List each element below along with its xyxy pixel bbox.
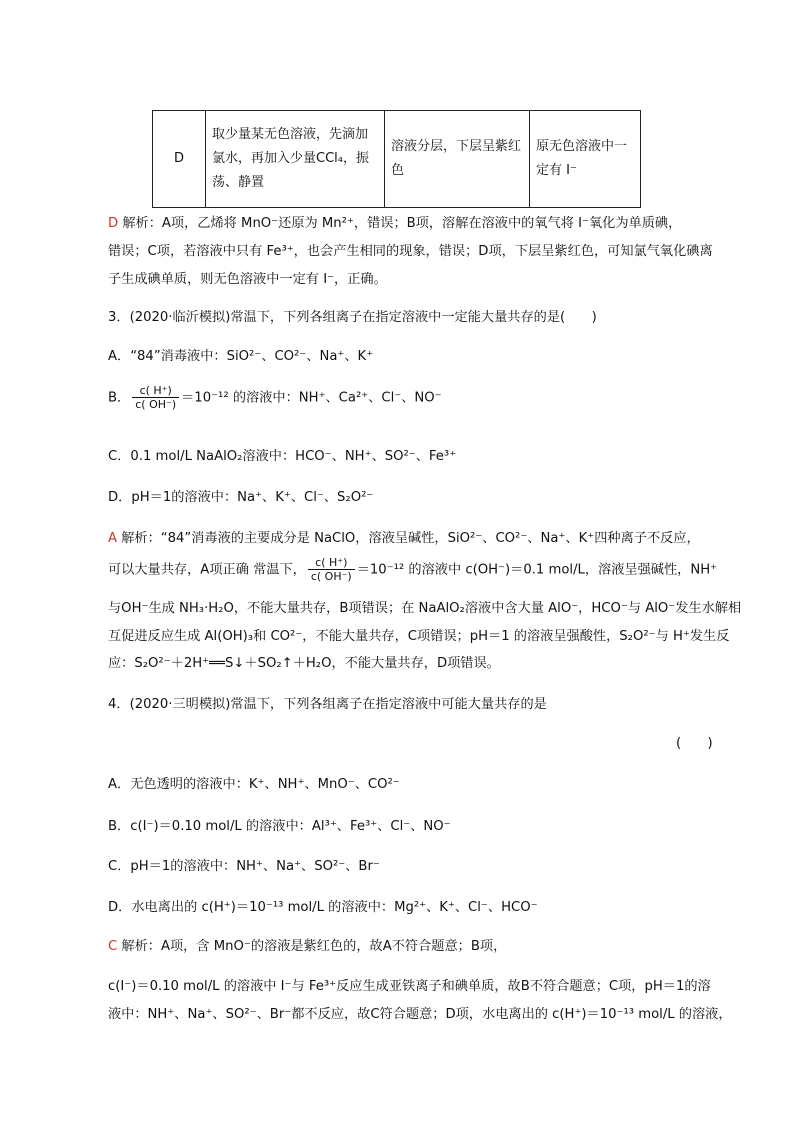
q4-analysis-line: C 解析：A项，含 MnO⁻的溶液是紫红色的，故A不符合题意；B项，: [108, 939, 507, 954]
answer-letter: A: [108, 531, 118, 546]
experiment-table: [152, 110, 641, 208]
q2-analysis-line: 错误；C项，若溶液中只有 Fe³⁺，也会产生相同的现象，错误；D项，下层呈紫红色，可知氯气氧化碘离: [108, 244, 713, 259]
q3-analysis-line: 应：S₂O²⁻＋2H⁺══S↓＋SO₂↑＋H₂O，不能大量共存，D项错误。: [108, 656, 500, 671]
table-row: [153, 111, 641, 208]
option-b: B． $\frac{c( H^+)}{c( OH^-)}$ ＝10⁻¹² 的溶液中：NH⁺、Ca²⁺、Cl⁻、NO⁻: [108, 384, 442, 411]
table-conclusion-cell: 原无色溶液中一定有 I⁻: [530, 111, 641, 208]
option-d: D．pH＝1的溶液中：Na⁺、K⁺、Cl⁻、S₂O²⁻: [108, 490, 374, 505]
table-operation-cell: 取少量某无色溶液，先滴加氯水，再加入少量CCl₄，振荡、静置: [206, 111, 385, 208]
q4-analysis-line: c(I⁻)＝0.10 mol/L 的溶液中 I⁻与 Fe³⁺反应生成亚铁离子和碘单质，故B不符合题意；C项，pH＝1的溶: [108, 979, 711, 994]
table-option-cell: D: [153, 111, 206, 208]
q4-analysis-line: 液中：NH⁺、Na⁺、SO²⁻、Br⁻都不反应，故C符合题意；D项，水电离出的 c(H⁺)＝10⁻¹³ mol/L 的溶液，: [108, 1007, 732, 1022]
question-stem: 4．(2020·三明模拟)常温下，下列各组离子在指定溶液中可能大量共存的是: [108, 697, 547, 712]
option-a: A．“84”消毒液中：SiO²⁻、CO²⁻、Na⁺、K⁺: [108, 349, 374, 364]
q2-analysis-line: D 解析：A项，乙烯将 MnO⁻还原为 Mn²⁺，错误；B项，溶解在溶液中的氧气将 I⁻氧化为单质碘，: [108, 216, 682, 231]
option-c: C．pH＝1的溶液中：NH⁺、Na⁺、SO²⁻、Br⁻: [108, 859, 380, 874]
option-c: C．0.1 mol/L NaAlO₂溶液中：HCO⁻、NH⁺、SO²⁻、Fe³⁺: [108, 449, 457, 464]
question-stem: 3．(2020·临沂模拟)常温下，下列各组离子在指定溶液中一定能大量共存的是( ): [108, 310, 597, 325]
q3-analysis-line: 互促进反应生成 Al(OH)₃和 CO²⁻，不能大量共存，C项错误；pH＝1 的溶液呈强酸性，S₂O²⁻与 H⁺发生反: [108, 629, 730, 644]
q3-analysis-line: 可以大量共存，A项正确 常温下， $\frac{c( H^+)}{c( OH^-)}$ ＝10⁻¹² 的溶液中 c(OH⁻)＝0.1 mol/L，溶液呈强碱性，NH⁺: [108, 556, 718, 583]
answer-paren: ( ): [676, 736, 713, 751]
q3-analysis-line: 与OH⁻生成 NH₃·H₂O，不能大量共存，B项错误；在 NaAlO₂溶液中含大量 AlO⁻，HCO⁻与 AlO⁻发生水解相: [108, 601, 742, 616]
q3-analysis-line: A 解析：“84”消毒液的主要成分是 NaClO，溶液呈碱性，SiO²⁻、CO²⁻、Na⁺、K⁺四种离子不反应，: [108, 531, 700, 546]
option-d: D．水电离出的 c(H⁺)＝10⁻¹³ mol/L 的溶液中：Mg²⁺、K⁺、Cl⁻、HCO⁻: [108, 900, 538, 915]
option-a: A．无色透明的溶液中：K⁺、NH⁺、MnO⁻、CO²⁻: [108, 777, 400, 792]
answer-letter: D: [108, 216, 119, 231]
answer-letter: C: [108, 939, 118, 954]
option-b: B．c(I⁻)＝0.10 mol/L 的溶液中：Al³⁺、Fe³⁺、Cl⁻、NO⁻: [108, 819, 451, 834]
fraction: $\frac{c( H^+)}{c( OH^-)}$: [308, 556, 355, 583]
fraction: $\frac{c( H^+)}{c( OH^-)}$: [132, 384, 179, 411]
table-phenomenon-cell: 溶液分层，下层呈紫红色: [385, 111, 530, 208]
q2-analysis-line: 子生成碘单质，则无色溶液中一定有 I⁻，正确。: [108, 272, 387, 287]
